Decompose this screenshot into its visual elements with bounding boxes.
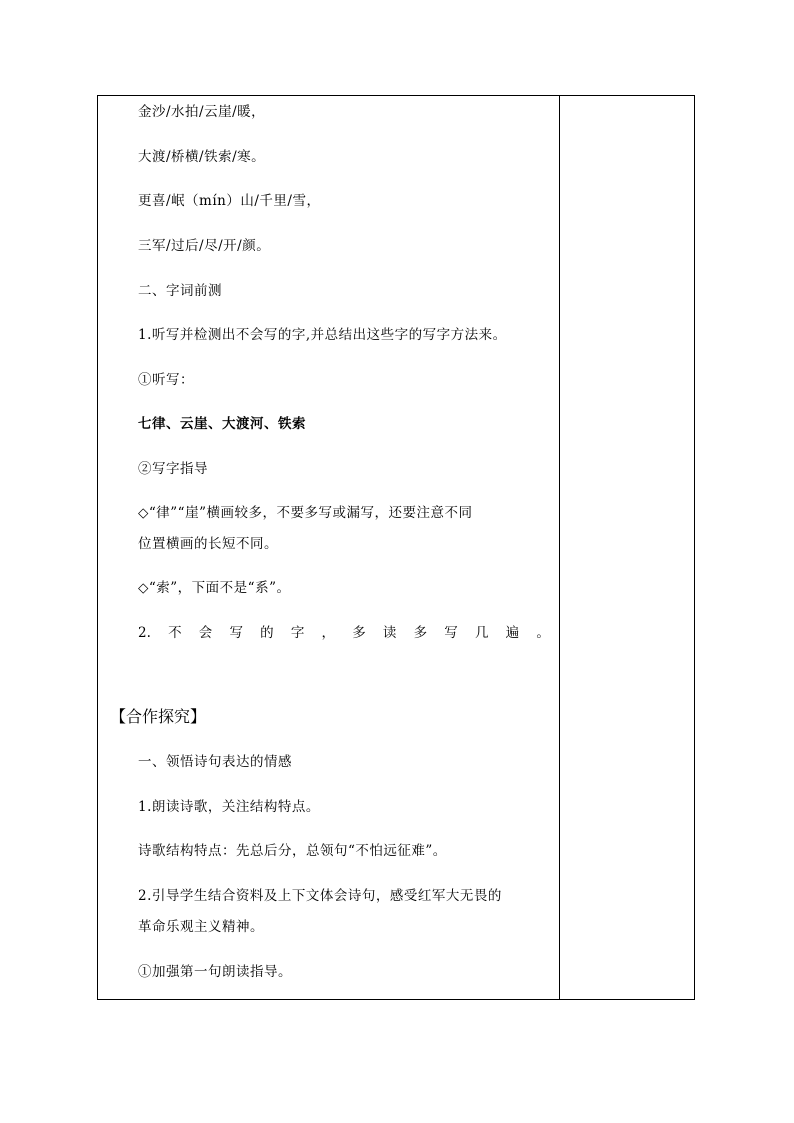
pretest-item-2-char: 写	[229, 625, 243, 641]
poem-structure-note: 诗歌结构特点：先总后分，总领句“不怕远征难”。	[138, 843, 447, 859]
poem-line-3: 更喜/岷（mín）山/千里/雪，	[138, 193, 321, 209]
pretest-item-2-char: 的	[260, 625, 274, 641]
writing-guide-2: ◇“索”，下面不是“系”。	[138, 580, 291, 596]
pretest-item-2-char: 多	[352, 625, 366, 641]
pretest-item-2-char: 读	[382, 625, 397, 641]
pretest-item-2-char: 遍	[505, 625, 520, 641]
pretest-item-2-char: 写	[444, 625, 458, 641]
dictation-label: ①听写：	[138, 372, 194, 388]
cooperation-heading: 【合作探究】	[110, 707, 207, 726]
cooperation-item-2-line-2: 革命乐观主义精神。	[138, 919, 264, 935]
writing-guide-1-line-2: 位置横画的长短不同。	[138, 536, 278, 552]
pretest-item-2	[138, 623, 550, 643]
pretest-item-2-char: 会	[198, 625, 213, 641]
writing-guide-label: ②写字指导	[138, 461, 208, 477]
poem-line-4: 三军/过后/尽/开/颜。	[138, 238, 271, 254]
dictation-words: 七律、云崖、大渡河、铁索	[138, 416, 306, 432]
pretest-item-2-char: 不	[168, 625, 182, 641]
cooperation-subtitle-1: 一、领悟诗句表达的情感	[138, 754, 292, 770]
poem-line-1: 金沙/水拍/云崖/暖，	[138, 104, 266, 120]
lesson-table	[97, 95, 695, 1000]
pretest-item-2-char: ，	[321, 625, 336, 641]
pretest-item-2-char: 多	[413, 625, 428, 641]
pretest-item-1: 1.听写并检测出不会写的字,并总结出这些字的写字方法来。	[138, 327, 507, 343]
cooperation-item-2-line-1: 2.引导学生结合资料及上下文体会诗句，感受红军大无畏的	[138, 888, 502, 904]
poem-line-2: 大渡/桥横/铁索/寒。	[138, 149, 266, 165]
cooperation-item-1: 1.朗读诗歌，关注结构特点。	[138, 799, 320, 815]
pretest-item-2-char: 字	[290, 625, 305, 641]
writing-guide-1-line-1: ◇“律”“崖”横画较多，不要多写或漏写，还要注意不同	[138, 505, 473, 521]
cooperation-item-2-sub-1: ①加强第一句朗读指导。	[138, 964, 292, 980]
pretest-item-2-char: 2.	[138, 625, 151, 641]
section-title-word-pretest: 二、字词前测	[138, 283, 222, 299]
column-divider	[559, 96, 560, 999]
pretest-item-2-char: 几	[474, 625, 489, 641]
pretest-item-2-char: 。	[536, 625, 550, 641]
